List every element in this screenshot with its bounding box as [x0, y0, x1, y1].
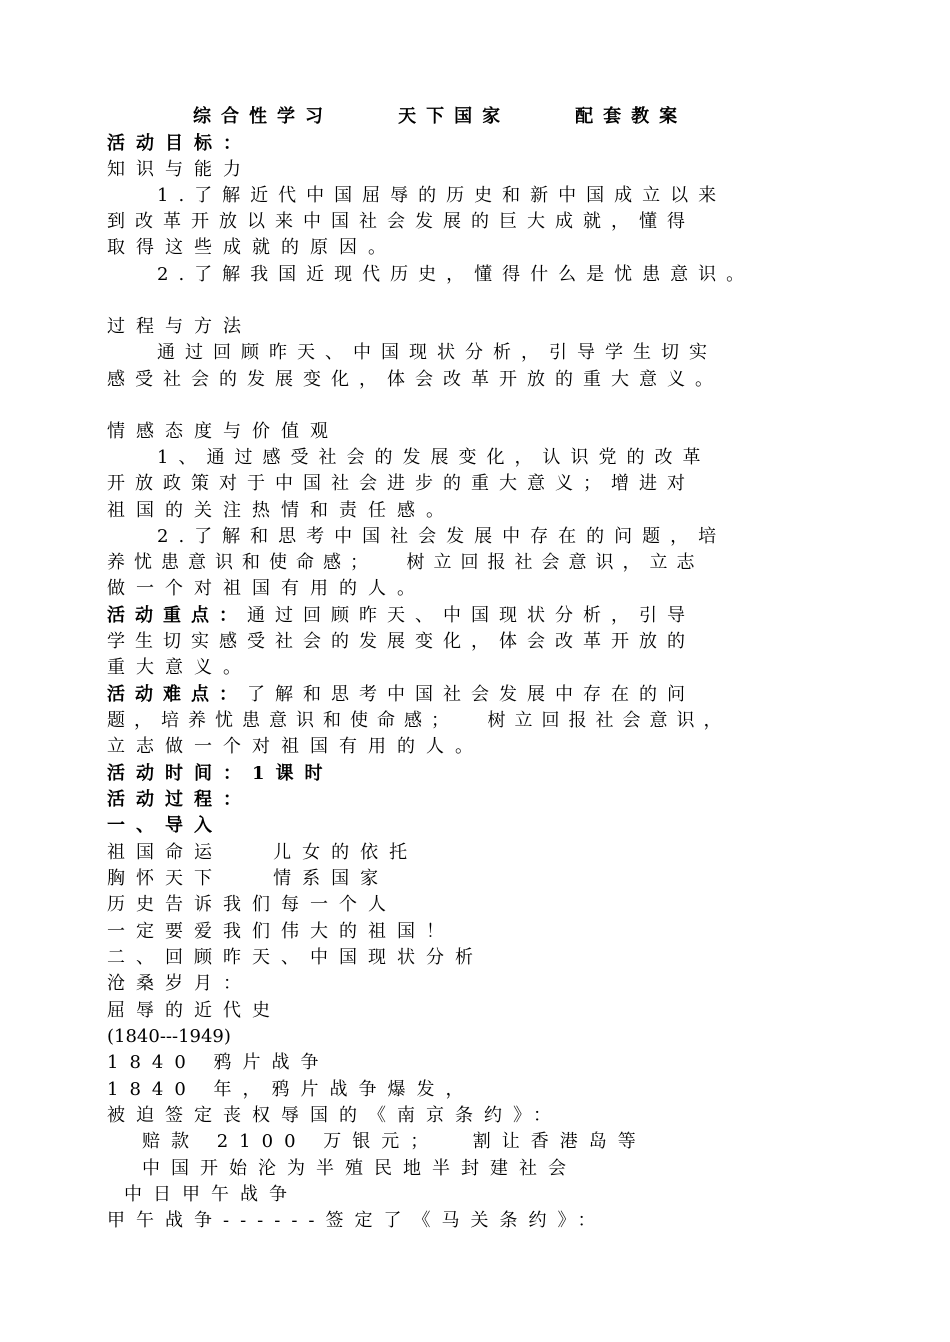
- review-line2: 屈辱的近代史: [107, 1000, 281, 1021]
- key-point-line2: 学生切实感受社会的发展变化，体会改革开放的: [107, 631, 695, 652]
- process-method-heading: 过程与方法: [107, 316, 252, 337]
- page-title: 综合性学习 天下国家 配套教案: [193, 106, 688, 127]
- activity-goals-heading: 活动目标：: [107, 133, 252, 154]
- difficulty-label: 活动难点：: [107, 684, 247, 705]
- review-line1: 沧桑岁月：: [107, 973, 252, 994]
- knowledge-item1-line3: 取得这些成就的原因。: [107, 237, 397, 258]
- knowledge-item1-line1: 1.了解近代中国屈辱的历史和新中国成立以来: [157, 185, 727, 206]
- review-heading: 二、回顾昨天、中国现状分析: [107, 947, 484, 968]
- process-method-line2: 感受社会的发展变化，体会改革开放的重大意义。: [107, 369, 723, 390]
- emotion-heading: 情感态度与价值观: [107, 421, 339, 442]
- difficulty-line2: 题，培养忧患意识和使命感； 树立回报社会意识，: [107, 710, 731, 731]
- key-point-line3: 重大意义。: [107, 657, 252, 678]
- emotion-item2-line3: 做一个对祖国有用的人。: [107, 578, 426, 599]
- key-point-text: 通过回顾昨天、中国现状分析，引导: [247, 605, 695, 626]
- intro-line2: 胸怀天下 情系国家: [107, 868, 390, 889]
- intro-line3: 历史告诉我们每一个人: [107, 894, 397, 915]
- intro-line4: 一定要爱我们伟大的祖国！: [107, 921, 455, 942]
- activity-time-label: 活动时间：: [107, 763, 252, 784]
- review-line3: (1840---1949): [107, 1026, 231, 1047]
- key-point-label: 活动重点：: [107, 605, 247, 626]
- emotion-item1-line1: 1、通过感受社会的发展变化，认识党的改革: [157, 447, 711, 468]
- intro-line1: 祖国命运 儿女的依托: [107, 842, 419, 863]
- difficulty-line3: 立志做一个对祖国有用的人。: [107, 736, 484, 757]
- knowledge-heading: 知识与能力: [107, 159, 252, 180]
- activity-time-value: 1课时: [252, 763, 334, 784]
- activity-time: [107, 761, 334, 787]
- activity-process-heading: 活动过程：: [107, 789, 252, 810]
- difficulty-text: 了解和思考中国社会发展中存在的问: [247, 684, 695, 705]
- review-line7: 赔款 2100 万银元； 割让香港岛等: [142, 1131, 647, 1152]
- knowledge-item2: 2.了解我国近现代历史，懂得什么是忧患意识。: [157, 264, 755, 285]
- emotion-item2-line2: 养忧患意识和使命感； 树立回报社会意识，立志: [107, 552, 704, 573]
- emotion-item1-line2: 开放政策对于中国社会进步的重大意义；增进对: [107, 473, 695, 494]
- review-line6: 被迫签定丧权辱国的《南京条约》：: [107, 1105, 562, 1126]
- knowledge-item1-line2: 到改革开放以来中国社会发展的巨大成就，懂得: [107, 211, 695, 232]
- review-line10: 甲午战争------签定了《马关条约》：: [107, 1210, 607, 1231]
- process-method-line1: 通过回顾昨天、中国现状分析，引导学生切实: [157, 342, 717, 363]
- intro-heading: 一、导入: [107, 815, 223, 836]
- review-line9: 中日甲午战争: [124, 1184, 298, 1205]
- review-line4: 1840 鸦片战争: [107, 1052, 330, 1073]
- emotion-item2-line1: 2.了解和思考中国社会发展中存在的问题，培: [157, 526, 727, 547]
- emotion-item1-line3: 祖国的关注热情和责任感。: [107, 500, 455, 521]
- review-line5: 1840 年，鸦片战争爆发，: [107, 1079, 475, 1100]
- difficulty-line1: [107, 682, 695, 708]
- key-point-line1: [107, 603, 695, 629]
- review-line8: 中国开始沦为半殖民地半封建社会: [142, 1158, 577, 1179]
